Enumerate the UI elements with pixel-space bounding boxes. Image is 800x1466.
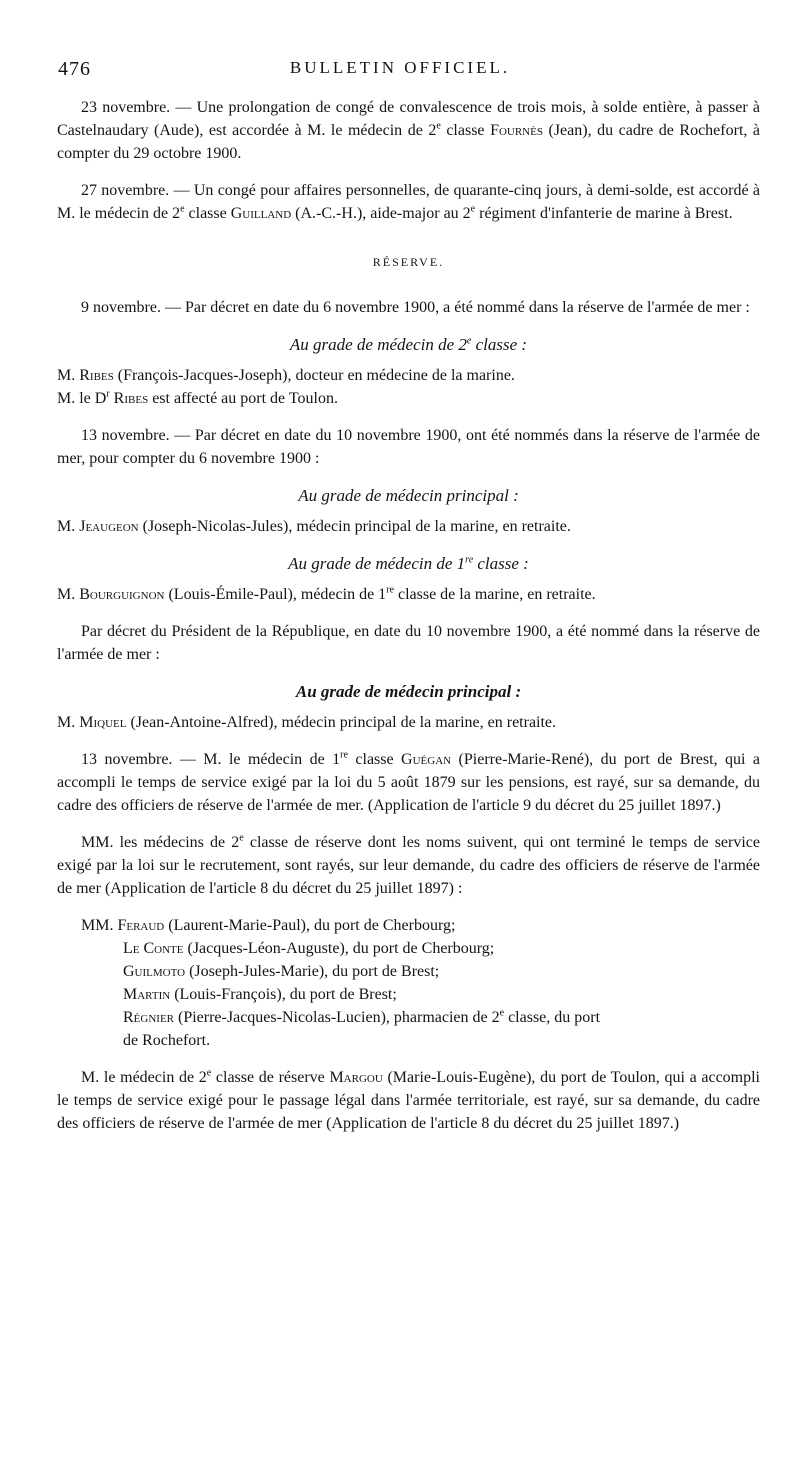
list-item: Le Conte (Jacques-Léon-Auguste), du port de Cherbourg; — [123, 940, 495, 957]
list-item: MM. Feraud (Laurent-Marie-Paul), du port de Cherbourg; — [81, 917, 456, 934]
grade-heading-medecin-1re: Au grade de médecin de 1re classe : — [288, 554, 529, 573]
grade-heading-medecin-2e: Au grade de médecin de 2e classe : — [289, 335, 528, 354]
page-content — [57, 96, 760, 1149]
paragraph-bourguignon: M. Bourguignon (Louis-Émile-Paul), médecin de 1re classe de la marine, en retraite. — [57, 584, 596, 603]
paragraph-guegan: 13 novembre. — M. le médecin de 1re classe Guégan (Pierre-Marie-René), du port de Brest, qui a accompli le temps de service exigé par la loi du 5 août 1879 sur les pensions, est rayé, sur sa demande, du cadre des officiers de réserve de l'armée de mer. (Application de l'article 9 du décret du 25 juillet 1897.) — [57, 749, 761, 814]
person-name: Margou — [329, 1069, 383, 1086]
list-item: Martin (Louis-François), du port de Brest; — [123, 986, 397, 1003]
person-name: Le Conte — [123, 940, 184, 957]
paragraph-ribes-nomination: M. Ribes (François-Jacques-Joseph), docteur en médecine de la marine. — [57, 367, 515, 384]
person-name: Ribes — [113, 390, 149, 407]
list-item-continuation: de Rochefort. — [123, 1032, 211, 1049]
paragraph-decret-13-novembre: 13 novembre. — Par décret en date du 10 novembre 1900, ont été nommés dans la réserve de l'armée de mer, pour compter du 6 novembre 1900 : — [57, 427, 760, 467]
person-name: Feraud — [117, 917, 165, 934]
paragraph-margou: M. le médecin de 2e classe de réserve Margou (Marie-Louis-Eugène), du port de Toulon, qui a accompli le temps de service exigé pour le passage légal dans l'armée territoriale, est rayé, sur sa demande, du cadre des officiers de réserve de l'armée de mer (Application de l'article 8 du décret du 25 juillet 1897.) — [57, 1067, 760, 1132]
person-name: Fournès — [490, 122, 543, 139]
paragraph-conge-fournes: 23 novembre. — Une prolongation de congé de convalescence de trois mois, à solde entière, à passer à Castelnaudary (Aude), est accordée à M. le médecin de 2e classe Fournès (Jean), du cadre de Rochefort, à compter du 29 octobre 1900. — [57, 99, 761, 162]
rayes-list — [57, 914, 760, 1052]
grade-heading-medecin-principal-2: Au grade de médecin principal : — [295, 682, 522, 701]
person-name: Régnier — [123, 1009, 174, 1026]
paragraph-medecins-rayes: MM. les médecins de 2e classe de réserve dont les noms suivent, qui ont terminé le temps de service exigé par la loi sur le recrutement, sont rayés, sur leur demande, du cadre des officiers de réserve de l'armée de mer (Application de l'article 8 du décret du 25 juillet 1897) : — [57, 832, 761, 897]
list-item: Guilmoto (Joseph-Jules-Marie), du port de Brest; — [123, 963, 440, 980]
paragraph-miquel: M. Miquel (Jean-Antoine-Alfred), médecin principal de la marine, en retraite. — [57, 714, 557, 731]
person-name: Ribes — [79, 367, 114, 384]
paragraph-jeaugeon: M. Jeaugeon (Joseph-Nicolas-Jules), médecin principal de la marine, en retraite. — [57, 518, 571, 535]
paragraph-decret-president: Par décret du Président de la République, en date du 10 novembre 1900, a été nommé dans la réserve de l'armée de mer : — [57, 623, 760, 663]
person-name: Guilland — [230, 205, 292, 222]
page-header — [0, 58, 800, 90]
page-number: 476 — [58, 58, 91, 80]
grade-heading-medecin-principal: Au grade de médecin principal : — [298, 486, 519, 505]
running-title: BULLETIN OFFICIEL. — [289, 58, 511, 77]
person-name: Miquel — [79, 714, 127, 731]
paragraph-decret-9-novembre: 9 novembre. — Par décret en date du 6 novembre 1900, a été nommé dans la réserve de l'armée de mer : — [81, 299, 750, 316]
paragraph-ribes-affectation: M. le $D^r$ Ribes est affecté au port de Toulon. — [57, 388, 338, 407]
person-name: Guégan — [401, 751, 452, 768]
section-title-reserve: RÉSERVE. — [372, 255, 445, 269]
person-name: Jeaugeon — [79, 518, 139, 535]
list-item: Régnier (Pierre-Jacques-Nicolas-Lucien), pharmacien de 2e classe, du port — [123, 1007, 601, 1026]
person-name: Martin — [123, 986, 171, 1003]
paragraph-conge-guilland: 27 novembre. — Un congé pour affaires personnelles, de quarante-cinq jours, à demi-solde, est accordé à M. le médecin de 2e classe Guilland (A.-C.-H.), aide-major au 2e régiment d'infanterie de marine à Brest. — [57, 182, 760, 222]
person-name: Guilmoto — [123, 963, 186, 980]
person-name: Bourguignon — [79, 586, 165, 603]
